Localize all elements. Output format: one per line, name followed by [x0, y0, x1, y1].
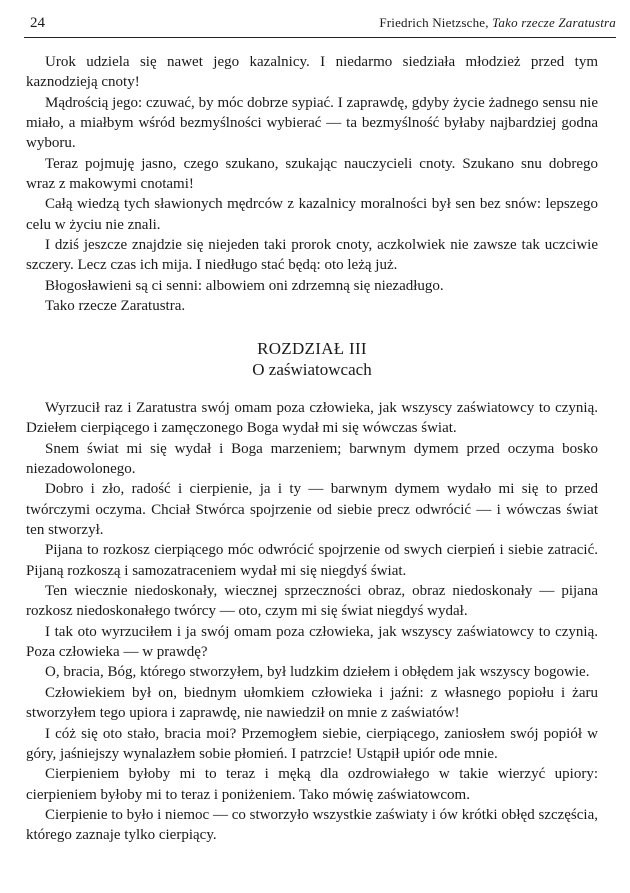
paragraph: Człowiekiem był on, biednym ułomkiem człowieka i jaźni: z własnego popiołu i żaru stworzyłem tego upiora i zaprawdę, nie nawiedził on mnie z zaświatów!	[26, 684, 598, 722]
paragraph: I dziś jeszcze znajdzie się niejeden taki prorok cnoty, aczkolwiek nie zawsze tak uczciwie szczery. Lecz czas ich mija. I niedługo stać będą: oto leżą już.	[26, 237, 598, 274]
paragraph: Cierpienie to było i niemoc — co stworzyło wszystkie zaświaty i ów krótki obłęd szczęścia, którego zaznaje tylko cierpiący.	[26, 806, 598, 844]
paragraph: Ten wiecznie niedoskonały, wiecznej sprzeczności obraz, obraz niedoskonały — pijana rozkosz niedoskonałego twórcy — oto, czym mi się świat niegdyś wydał.	[26, 583, 598, 620]
chapter-label: ROZDZIAŁ III	[257, 339, 367, 358]
paragraph: Wyrzucił raz i Zaratustra swój omam poza człowieka, jak wszyscy zaświatowcy to czynią. Dziełem cierpiącego i zamęczonego Boga wydał mi się wówczas świat.	[26, 400, 598, 437]
header-rule	[24, 37, 616, 38]
running-head-author: Friedrich Nietzsche,	[379, 15, 493, 30]
paragraph: Błogosławieni są ci senni: albowiem oni zdrzemną się niezadługo.	[45, 277, 444, 294]
paragraph: Tako rzecze Zaratustra.	[45, 298, 186, 315]
page-header	[30, 15, 616, 35]
paragraph: Teraz pojmuję jasno, czego szukano, szukając nauczycieli cnoty. Szukano snu dobrego wraz z makowymi cnotami!	[26, 155, 598, 193]
page-number: 24	[30, 15, 45, 31]
text-block-previous-chapter	[26, 52, 598, 316]
paragraph: Całą wiedzą tych sławionych mędrców z kazalnicy moralności był sen bez snów: lepszego celu w życiu nie znali.	[26, 196, 598, 233]
paragraph: I cóż się oto stało, bracia moi? Przemogłem siebie, cierpiącego, zaniosłem swój popiół w góry, jaśniejszy wynalazłem sobie płomień. I patrzcie! Ustąpił upiór ode mnie.	[26, 725, 598, 762]
chapter-title: O zaświatowcach	[252, 360, 372, 379]
paragraph: Cierpieniem byłoby mi to teraz i męką dla ozdrowiałego w takie wierzyć upiory: cierpieniem byłoby mi to teraz i poniżeniem. Tako mówię zaświatowcom.	[26, 766, 598, 803]
paragraph: O, bracia, Bóg, którego stworzyłem, był ludzkim dziełem i obłędem jak wszyscy bogowie.	[45, 664, 590, 681]
paragraph: Mądrością jego: czuwać, by móc dobrze sypiać. I zaprawdę, gdyby życie żadnego sensu nie miało, a miałbym wśród bezmyślności wybierać — ta bezmyślność byłaby najbardziej godna wyboru.	[26, 94, 598, 152]
running-head-title: Tako rzecze Zaratustra	[492, 15, 616, 30]
paragraph: Pijana to rozkosz cierpiącego móc odwrócić spojrzenie od swych cierpień i siebie zatracić. Pijaną rozkoszą i samozatraceniem wydał mi się niegdyś świat.	[26, 542, 598, 579]
running-head	[379, 15, 616, 31]
paragraph: Urok udziela się nawet jego kazalnicy. I niedarmo siedziała młodzież przed tym kaznodzieją cnoty!	[26, 54, 598, 91]
paragraph: Snem świat mi się wydał i Boga marzeniem; barwnym dymem przed oczyma bosko niezadowolonego.	[26, 440, 598, 478]
text-block-chapter-iii	[26, 398, 598, 846]
paragraph: I tak oto wyrzuciłem i ja swój omam poza człowieka, jak wszyscy zaświatowcy to czynią. Poza człowieka — w prawdę?	[26, 623, 598, 661]
paragraph: Dobro i zło, radość i cierpienie, ja i ty — barwnym dymem wydało mi się to przed twórczymi oczyma. Chciał Stwórca spojrzenie od siebie precz odwrócić — i wówczas świat ten stworzył.	[26, 481, 598, 539]
